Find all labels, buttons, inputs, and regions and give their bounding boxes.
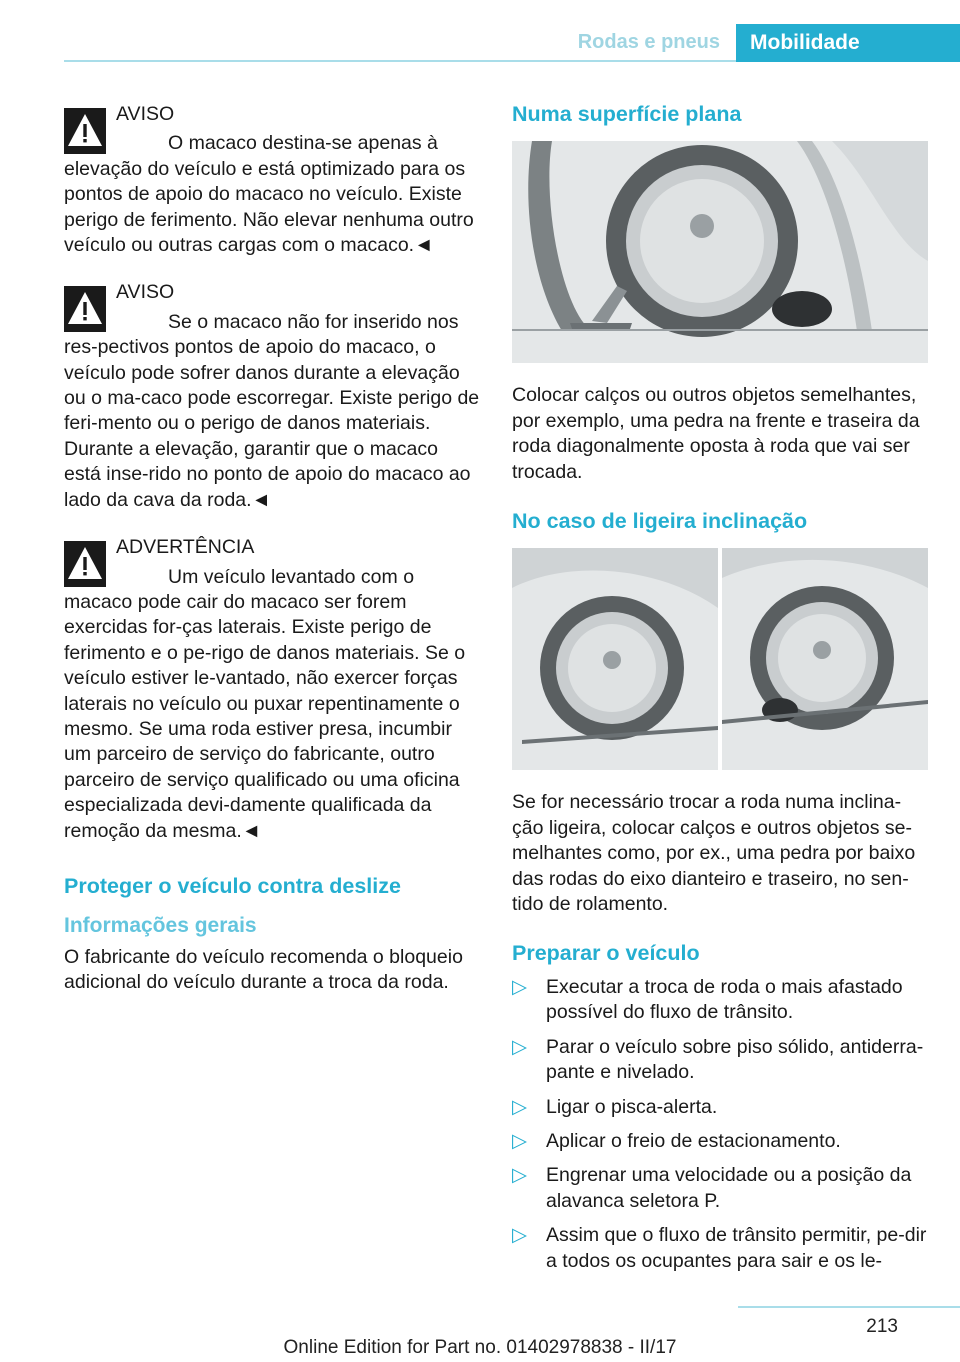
warning-block bbox=[64, 102, 480, 258]
subsection-heading: Informações gerais bbox=[64, 914, 257, 938]
warning-block bbox=[64, 280, 480, 513]
footer-rule bbox=[738, 1306, 960, 1308]
flat-surface-heading: Numa superfície plana bbox=[512, 102, 742, 126]
warning-title: AVISO bbox=[116, 103, 175, 125]
warning-body: Se o macaco não for inserido nos res-pectivos pontos de apoio do macaco, o veículo pode sofrer danos durante a elevação ou o ma-caco pode escorregar. Existe perigo de feri-mento ou o perigo de danos materiais. Durante a elevação, garantir que o macaco está inse-rido no ponto de apoio do macaco ao lado da cava da roda.◄ bbox=[64, 310, 480, 511]
slope-heading: No caso de ligeira inclinação bbox=[512, 509, 808, 534]
warning-triangle-icon bbox=[64, 541, 106, 587]
step-text: Assim que o fluxo de trânsito permitir, pe-dir a todos os ocupantes para sair e os le- bbox=[546, 1224, 927, 1272]
bullet-triangle-icon: ▷ bbox=[512, 1129, 527, 1152]
step-text: Engrenar uma velocidade ou a posição da alavanca seletora P. bbox=[546, 1164, 912, 1212]
flat-surface-text: Colocar calços ou outros objetos semelhantes, por exemplo, uma pedra na frente e traseira da roda diagonalmente oposta à roda que vai ser trocada. bbox=[512, 384, 920, 483]
list-item bbox=[512, 1129, 928, 1154]
section-heading: Proteger o veículo contra deslize bbox=[64, 873, 401, 898]
bullet-triangle-icon: ▷ bbox=[512, 1224, 527, 1247]
warning-block bbox=[64, 535, 480, 844]
list-item bbox=[512, 975, 928, 1026]
warning-title: ADVERTÊNCIA bbox=[116, 536, 255, 559]
list-item bbox=[512, 1163, 928, 1214]
bullet-triangle-icon: ▷ bbox=[512, 975, 527, 998]
warning-triangle-icon bbox=[64, 108, 106, 154]
step-text: Aplicar o freio de estacionamento. bbox=[546, 1129, 841, 1152]
list-item bbox=[512, 1095, 928, 1120]
chapter-tab[interactable]: Mobilidade bbox=[736, 24, 960, 62]
step-text: Parar o veículo sobre piso sólido, antiderra-pante e nivelado. bbox=[546, 1035, 924, 1084]
slope-illustration bbox=[512, 548, 928, 770]
warning-body: Um veículo levantado com o macaco pode cair do macaco ser forem exercidas for-ças laterais. Existe perigo de ferimento e o pe-rigo de danos materiais. Se o veículo estiver le-vantado, não exercer forças laterais no veículo ou puxar repentinamente o mesmo. Se uma roda estiver presa, incumbir um parceiro de serviço do fabricante, outro parceiro de serviço qualificado ou uma oficina especializada devi-damente qualificada da remoção da mesma.◄ bbox=[64, 565, 466, 842]
step-text: Ligar o pisca-alerta. bbox=[546, 1095, 718, 1118]
list-item bbox=[512, 1223, 928, 1274]
warning-triangle-icon bbox=[64, 286, 106, 332]
warning-title: AVISO bbox=[116, 281, 175, 304]
flat-surface-illustration bbox=[512, 141, 928, 363]
bullet-triangle-icon: ▷ bbox=[512, 1035, 527, 1058]
intro-paragraph: O fabricante do veículo recomenda o bloqueio adicional do veículo durante a troca da roda. bbox=[64, 945, 463, 994]
warning-body: O macaco destina-se apenas à elevação do veículo e está optimizado para os pontos de apoio do macaco no veículo. Existe perigo de ferimento. Não elevar nenhuma outro veículo ou outras cargas com o macaco.◄ bbox=[64, 132, 474, 257]
preparation-steps bbox=[512, 975, 928, 1274]
section-tab[interactable]: Rodas e pneus bbox=[577, 30, 720, 53]
list-item bbox=[512, 1035, 928, 1086]
page-number: 213 bbox=[866, 1316, 898, 1337]
bullet-triangle-icon: ▷ bbox=[512, 1164, 527, 1187]
right-column bbox=[512, 102, 928, 1283]
slope-text: Se for necessário trocar a roda numa inclina-ção ligeira, colocar calços e outros objetos se-melhantes como, por ex., uma pedra por baixo das rodas do eixo dianteiro e traseiro, no sen-tido de rolamento. bbox=[512, 791, 916, 916]
prepare-heading: Preparar o veículo bbox=[512, 941, 700, 966]
edition-footer: Online Edition for Part no. 01402978838 - II/17 bbox=[283, 1337, 677, 1358]
bullet-triangle-icon: ▷ bbox=[512, 1095, 527, 1118]
left-column bbox=[64, 102, 480, 1020]
step-text: Executar a troca de roda o mais afastado possível do fluxo de trânsito. bbox=[546, 975, 903, 1024]
